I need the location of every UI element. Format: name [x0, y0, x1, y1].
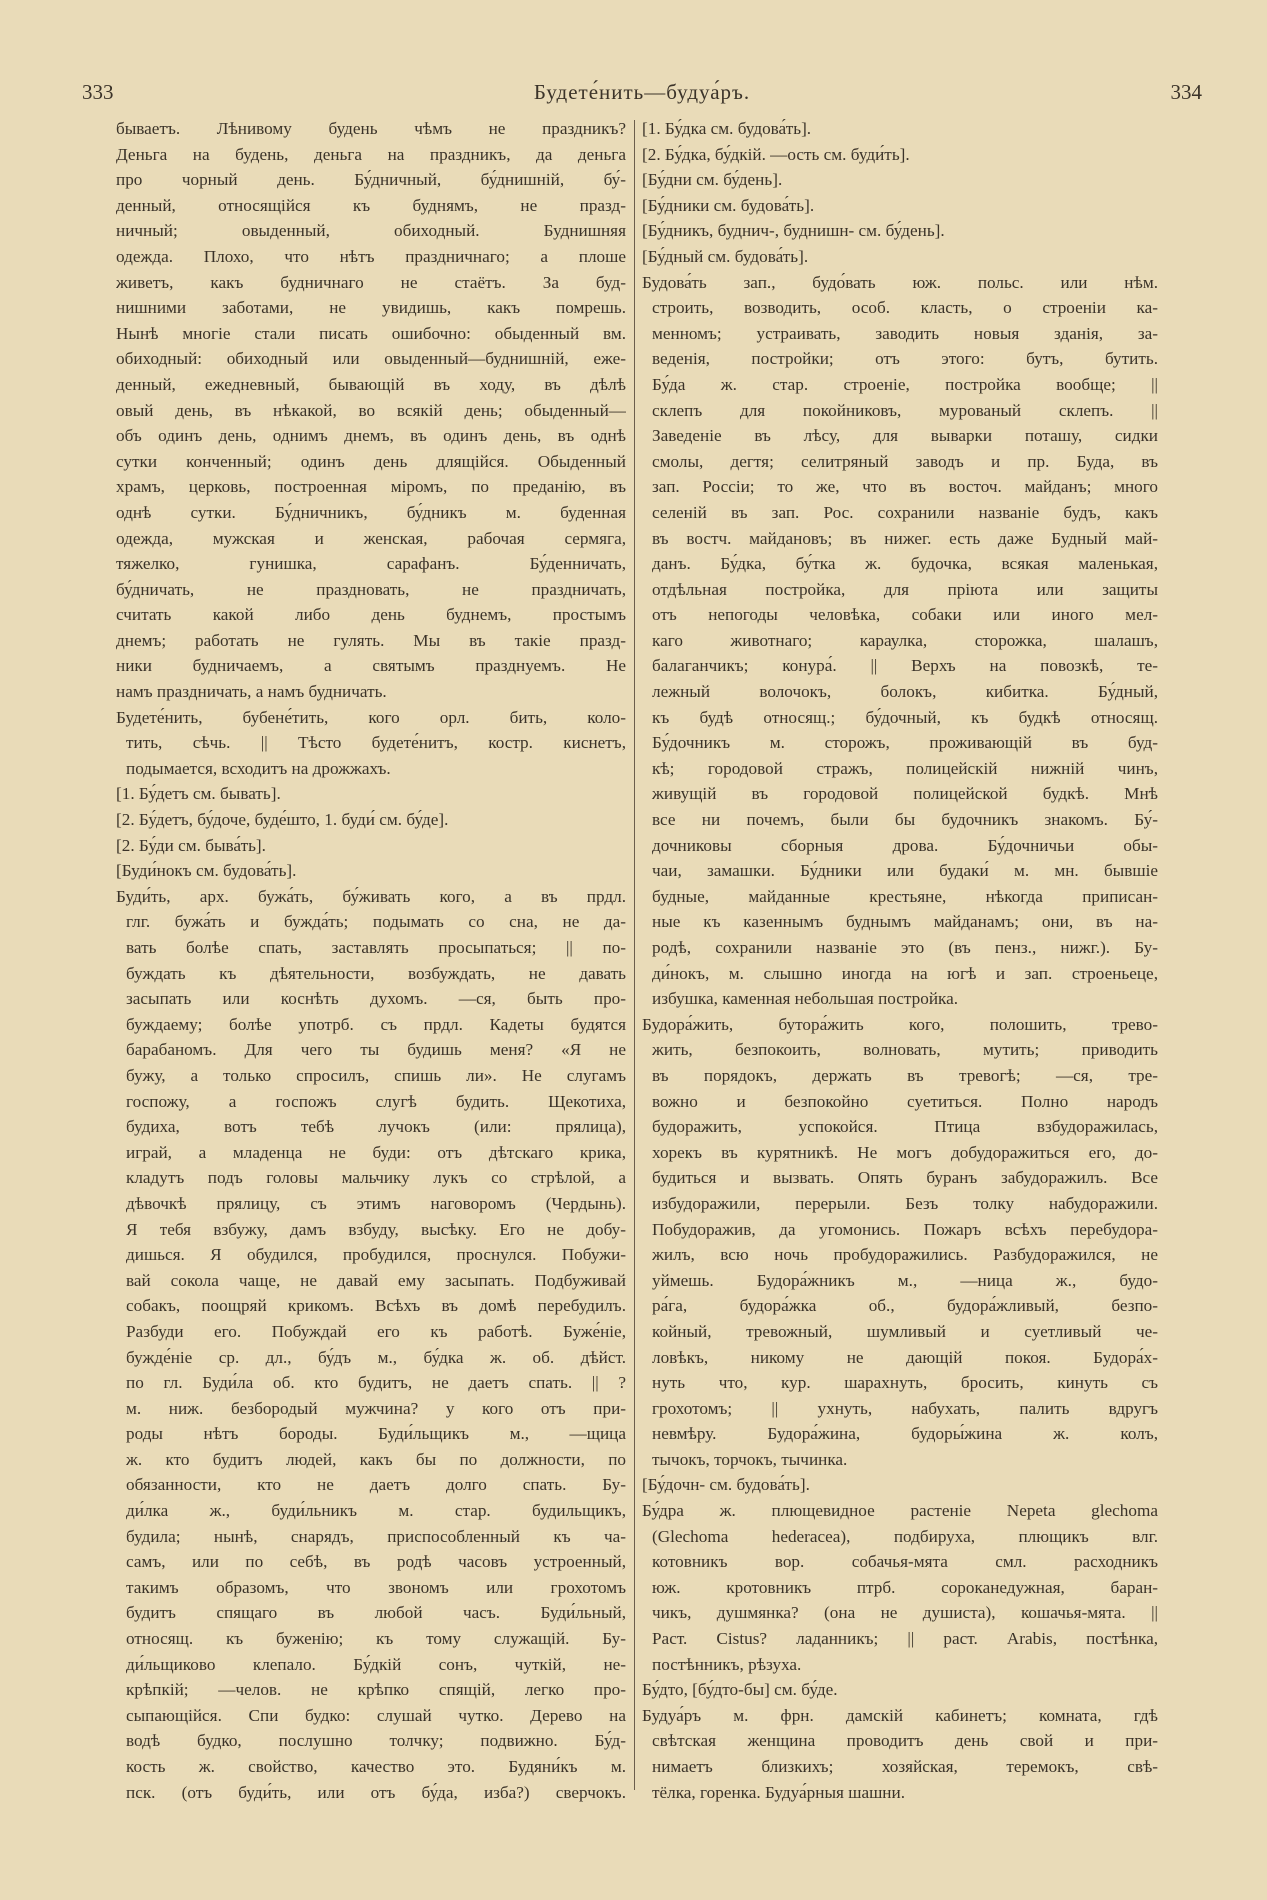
text-line: избудоражили, перерыли. Безъ толку набудоражили.: [652, 1193, 1158, 1213]
text-line: Я тебя взбужу, дамъ взбуду, высѣку. Его не добу-: [126, 1219, 626, 1239]
dictionary-entry: [642, 1472, 1158, 1498]
text-line: ловѣкъ, никому не дающій покоя. Будора́х-: [652, 1347, 1158, 1367]
text-line: тяжелко, гунишка, сарафанъ. Бу́денничать,: [116, 554, 626, 574]
text-line: къ будѣ относящ.; бу́дочный, къ будкѣ относящ.: [652, 707, 1158, 727]
text-line: дѣвочкѣ прялицу, съ этимъ наговоромъ (Чердынь).: [126, 1193, 626, 1213]
dictionary-entry: [116, 116, 626, 705]
text-line: отъ непогоды человѣка, собаки или иного мел-: [652, 605, 1158, 625]
text-line: бу́дничать, не праздновать, не праздничать,: [116, 579, 626, 599]
text-line: про чорный день. Бу́дничный, бу́днишній, бу́-: [116, 170, 626, 190]
text-line: [2. Бу́ди см. быва́ть].: [116, 835, 266, 855]
text-line: дишься. Я обудился, пробудился, проснулся. Побужи-: [126, 1245, 626, 1265]
dictionary-entry: [116, 833, 626, 859]
text-line: строить, возводить, особ. класть, о строеніи ка-: [652, 298, 1158, 318]
dictionary-entry: [116, 781, 626, 807]
text-line: смолы, дегтя; селитряный заводъ и пр. Буда, въ: [652, 451, 1158, 471]
text-line: вать болѣе спать, заставлять просыпаться; || по-: [126, 938, 626, 957]
text-line: нимаетъ близкихъ; хозяйская, теремокъ, свѣ-: [652, 1757, 1158, 1776]
text-line: нишними заботами, не увидишь, какъ помрешь.: [116, 298, 626, 318]
text-line: [1. Бу́детъ см. бывать].: [116, 784, 281, 804]
dictionary-entry: [642, 244, 1158, 270]
text-line: селеній въ зап. Рос. сохранили названіе будъ, какъ: [652, 502, 1158, 522]
text-line: Раст. Cistus? ладанникъ; || раст. Arabis, постѣнка,: [652, 1629, 1158, 1649]
text-line: ра́га, будора́жка об., будора́жливый, безпо-: [652, 1296, 1158, 1316]
dictionary-entry: [642, 167, 1158, 193]
text-line: бываетъ. Лѣнивому будень чѣмъ не праздникъ?: [116, 119, 626, 138]
text-line: вожно и безпокойно суетиться. Полно народъ: [652, 1091, 1158, 1111]
dictionary-entry: [642, 1677, 1158, 1703]
text-line: ди́лка ж., буди́льникъ м. стар. будильщикъ,: [126, 1501, 626, 1521]
text-line: будиться и вызвать. Опять буранъ забудоражилъ. Все: [652, 1168, 1158, 1188]
text-line: тить, сѣчь. || Тѣсто будете́нитъ, костр. киснетъ,: [126, 733, 626, 753]
dictionary-entry: [642, 1012, 1158, 1473]
text-line: будила; нынѣ, снарядъ, приспособленный къ ча-: [126, 1526, 626, 1546]
text-line: отдѣльная постройка, для пріюта или защиты: [652, 579, 1158, 599]
text-line: овый день, въ нѣкакой, во всякій день; обыденный—: [116, 400, 626, 420]
text-line: жилъ, всю ночь пробудоражились. Разбудоражился, не: [652, 1245, 1158, 1265]
text-line: м. ниж. безбородый мужчина? у кого отъ при-: [126, 1398, 626, 1418]
text-line: сыпающійся. Спи будко: слушай чутко. Дерево на: [126, 1705, 626, 1725]
text-line: крѣпкій; —челов. не крѣпко спящій, легко про-: [126, 1680, 626, 1700]
left-column: [116, 116, 626, 1805]
text-line: ди́нокъ, м. слышно иногда на югѣ и зап. строеньеце,: [652, 963, 1158, 983]
text-line: будные, майданные крестьяне, нѣкогда приписан-: [652, 886, 1158, 906]
text-line: невмѣру. Будора́жина, будоры́жина ж. колъ,: [652, 1424, 1158, 1444]
text-line: Бу́дочникъ м. сторожъ, проживающій въ буд-: [652, 733, 1158, 753]
text-line: въ востч. майдановъ; въ нижег. есть даже Будный май-: [652, 528, 1158, 548]
text-line: [Бу́дникъ, буднич-, буднишн- см. бу́день].: [642, 221, 945, 241]
text-line: сутки конченный; одинъ день длящійся. Обыденный: [116, 451, 626, 471]
text-line: все ни почемъ, были бы будочникъ знакомъ. Бу́-: [652, 810, 1158, 830]
dictionary-entry: [116, 705, 626, 782]
text-line: [Бу́дни см. бу́день].: [642, 170, 783, 190]
text-line: денный, относящійся къ буднямъ, не празд-: [116, 195, 626, 215]
text-line: одежда. Плохо, что нѣтъ праздничнаго; а плоше: [116, 246, 626, 266]
text-line: будоражить, успокойся. Птица взбудоражилась,: [652, 1117, 1158, 1137]
text-line: обязанности, кто не даетъ долго спать. Бу-: [126, 1475, 626, 1495]
text-line: относящ. къ буженію; къ тому служащій. Бу-: [126, 1629, 626, 1649]
text-line: каго животнаго; караулка, сторожка, шалашъ,: [652, 630, 1158, 650]
page-number-left: 333: [82, 80, 114, 104]
text-line: Бу́да ж. стар. строеніе, постройка вообще; ||: [652, 374, 1158, 394]
right-column: [642, 116, 1158, 1805]
text-line: жить, безпокоить, волновать, мутить; приводить: [652, 1040, 1158, 1060]
text-line: живетъ, какъ будничнаго не стаётъ. За буд-: [116, 272, 626, 292]
text-line: глг. бужа́ть и бужда́ть; подымать со сна, не да-: [126, 912, 626, 932]
text-line: Будете́нить, бубене́тить, кого орл. бить, коло-: [116, 707, 626, 727]
text-line: пск. (отъ буди́ть, или отъ бу́да, изба?) сверчокъ.: [126, 1782, 626, 1802]
text-line: постѣнникъ, рѣзуха.: [652, 1654, 802, 1674]
text-line: свѣтская женщина проводитъ день свой и при-: [652, 1731, 1158, 1751]
text-line: роды нѣтъ бороды. Буди́льщикъ м., —щица: [126, 1424, 626, 1444]
text-line: одежда, мужская и женская, рабочая сермяга,: [116, 528, 626, 548]
text-line: кладутъ подъ головы мальчику лукъ со стрѣлой, а: [126, 1168, 626, 1188]
text-line: родѣ, сохранили названіе это (въ пенз., нижг.). Бу-: [652, 938, 1158, 957]
text-line: буждать къ дѣятельности, возбуждать, не давать: [126, 963, 626, 983]
text-line: днемъ; работать не гулять. Мы въ такіе празд-: [116, 630, 626, 650]
text-line: денный, ежедневный, бывающій въ ходу, въ дѣлѣ: [116, 374, 626, 394]
text-line: Деньга на будень, деньга на праздникъ, да деньга: [116, 144, 626, 164]
text-line: (Glechoma hederacea), подбируха, плющикъ влг.: [652, 1526, 1158, 1546]
text-line: собакъ, поощряй крикомъ. Всѣхъ въ домѣ перебудилъ.: [126, 1296, 626, 1316]
text-line: Побудоражив, да угомонись. Пожаръ всѣхъ перебудора-: [652, 1219, 1158, 1239]
text-line: Буди́ть, арх. бужа́ть, бу́живать кого, а въ прдл.: [116, 886, 626, 906]
text-line: Разбуди его. Побуждай его къ работѣ. Буже́ніе,: [126, 1321, 626, 1341]
dictionary-entry: [116, 858, 626, 884]
text-line: Бу́дра ж. плющевидное растеніе Nepeta glechoma: [642, 1501, 1158, 1521]
text-line: кость ж. свойство, качество это. Будяни́къ м.: [126, 1757, 626, 1776]
text-line: уймешь. Будора́жникъ м., —ница ж., будо-: [652, 1270, 1158, 1290]
text-line: балаганчикъ; конура́. || Верхъ на повозкѣ, те-: [652, 656, 1158, 676]
text-line: объ одинъ день, однимъ днемъ, въ одинъ день, въ однѣ: [116, 426, 626, 446]
text-line: Нынѣ многіе стали писать ошибочно: обыденный вм.: [116, 323, 626, 343]
text-line: кѣ; городовой стражъ, полицейскій нижній чинъ,: [652, 758, 1158, 778]
text-line: играй, а младенца не буди: отъ дѣтскаго крика,: [126, 1142, 626, 1162]
dictionary-entry: [642, 1498, 1158, 1677]
text-line: [2. Бу́дка, бу́дкій. —ость см. буди́ть].: [642, 144, 910, 164]
text-line: котовникъ вор. собачья-мята смл. расходникъ: [652, 1552, 1158, 1572]
text-line: тёлка, горенка. Будуа́рныя шашни.: [652, 1782, 906, 1802]
text-line: обиходный: обиходный или овыденный—буднишній, еже-: [116, 349, 626, 369]
dictionary-entry: [116, 807, 626, 833]
text-line: чикъ, душмянка? (она не душиста), кошачья-мята. ||: [652, 1603, 1158, 1623]
text-line: Бу́дто, [бу́дто-бы] см. бу́де.: [642, 1680, 838, 1700]
text-line: въ порядокъ, держать въ тревогѣ; —ся, тре-: [652, 1065, 1158, 1085]
text-line: ди́льщиково клепало. Бу́дкій сонъ, чуткій, не-: [126, 1654, 626, 1674]
text-line: госпожу, а госпожъ слугѣ будить. Щекотиха,: [126, 1091, 626, 1111]
dictionary-entry: [642, 218, 1158, 244]
text-line: [Буди́нокъ см. будова́ть].: [116, 861, 297, 881]
column-divider: [634, 120, 635, 1790]
text-line: Будуа́ръ м. фрн. дамскій кабинетъ; комната, гдѣ: [642, 1705, 1158, 1725]
text-line: койный, тревожный, шумливый и суетливый че-: [652, 1321, 1158, 1341]
text-line: чаи, замашки. Бу́дники или будаки́ м. мн. бывшіе: [652, 861, 1158, 881]
text-line: буждаему; болѣе употрб. съ прдл. Кадеты будятся: [126, 1014, 626, 1034]
text-line: [Бу́дники см. будова́ть].: [642, 195, 815, 215]
text-line: зап. Россіи; то же, что въ восточ. майданъ; много: [652, 477, 1158, 497]
text-line: юж. кротовникъ птрб. сороканедужная, баран-: [652, 1577, 1158, 1597]
text-line: храмъ, церковь, построенная міромъ, по преданію, въ: [116, 477, 626, 497]
dictionary-entry: [642, 116, 1158, 142]
dictionary-entry: [642, 142, 1158, 168]
text-line: Заведеніе въ лѣсу, для выварки поташу, сидки: [652, 426, 1158, 446]
text-line: нуть что, кур. шарахнуть, бросить, кинуть съ: [652, 1373, 1158, 1393]
dictionary-entry: [642, 1703, 1158, 1805]
text-line: Будова́ть зап., будо́вать юж. польс. или нѣм.: [642, 272, 1158, 292]
text-line: будитъ спящаго въ любой часъ. Буди́льный,: [126, 1603, 626, 1623]
text-line: [1. Бу́дка см. будова́ть].: [642, 119, 812, 138]
text-line: вай сокола чаще, не давай ему засыпать. Подбуживай: [126, 1270, 626, 1290]
text-line: склепъ для покойниковъ, мурованый склепъ. ||: [652, 400, 1158, 420]
text-line: подымается, всходитъ на дрожжахъ.: [126, 758, 391, 778]
text-line: будиха, вотъ тебѣ лучокъ (или: прялица),: [126, 1117, 626, 1137]
text-line: по гл. Буди́ла об. кто будитъ, не даетъ спать. || ?: [126, 1373, 626, 1393]
page-number-right: 334: [1170, 80, 1202, 104]
text-line: засыпать или коснѣть духомъ. —ся, быть про-: [126, 989, 626, 1009]
text-line: ные къ казеннымъ буднымъ майданамъ; они, въ на-: [652, 912, 1158, 932]
dictionary-entry: [116, 884, 626, 1805]
text-line: считать какой либо день буднемъ, простымъ: [116, 605, 626, 625]
page-title: Будете́нить—будуа́ръ.: [533, 80, 751, 104]
text-line: тычокъ, торчокъ, тычинка.: [652, 1449, 848, 1469]
text-line: однѣ сутки. Бу́дничникъ, бу́дникъ м. буденная: [116, 502, 626, 522]
text-line: бужу, а только спросилъ, спишь ли». Не слугамъ: [126, 1065, 626, 1085]
text-line: самъ, или по себѣ, въ родѣ часовъ устроенный,: [126, 1552, 626, 1572]
text-line: Будора́жить, бутора́жить кого, полошить, трево-: [642, 1014, 1158, 1034]
text-line: такимъ образомъ, что звономъ или грохотомъ: [126, 1577, 626, 1597]
text-line: дочниковы сборныя дрова. Бу́дочничьи обы-: [652, 835, 1158, 855]
text-line: ж. кто будитъ людей, какъ бы по должности, по: [126, 1449, 626, 1469]
text-line: грохотомъ; || ухнуть, набухать, палить вдругъ: [652, 1398, 1158, 1418]
text-line: избушка, каменная небольшая постройка.: [652, 989, 959, 1009]
text-line: барабаномъ. Для чего ты будишь меня? «Я не: [126, 1040, 626, 1060]
text-line: [2. Бу́детъ, бу́доче, буде́што, 1. буди́ см. бу́де].: [116, 810, 449, 830]
text-line: живущій въ городовой полицейской будкѣ. Мнѣ: [652, 784, 1158, 804]
text-line: ники будничаемъ, а святымъ празднуемъ. Не: [116, 656, 626, 676]
text-line: бужде́ніе ср. дл., бу́дъ м., бу́дка ж. об. дѣйст.: [126, 1347, 626, 1367]
text-line: хорекъ въ курятникѣ. Не могъ добудоражиться его, до-: [652, 1142, 1158, 1162]
dictionary-entry: [642, 270, 1158, 1012]
text-line: лежный волочокъ, болокъ, кибитка. Бу́дный,: [652, 682, 1158, 702]
text-line: [Бу́дный см. будова́ть].: [642, 246, 809, 266]
text-line: намъ праздничать, а намъ будничать.: [116, 682, 387, 702]
text-line: данъ. Бу́дка, бу́тка ж. будочка, всякая маленькая,: [652, 554, 1158, 574]
text-line: водѣ будко, послушно толчку; подвижно. Бу́д-: [126, 1731, 626, 1751]
text-line: менномъ; устраивать, заводить новыя зданія, за-: [652, 323, 1158, 343]
text-line: [Бу́дочн- см. будова́ть].: [642, 1475, 810, 1495]
text-line: веденія, постройки; отъ этого: бутъ, бутить.: [652, 349, 1158, 369]
text-line: ничный; овыденный, обиходный. Буднишняя: [116, 221, 626, 241]
dictionary-entry: [642, 193, 1158, 219]
running-header: [82, 80, 1202, 110]
